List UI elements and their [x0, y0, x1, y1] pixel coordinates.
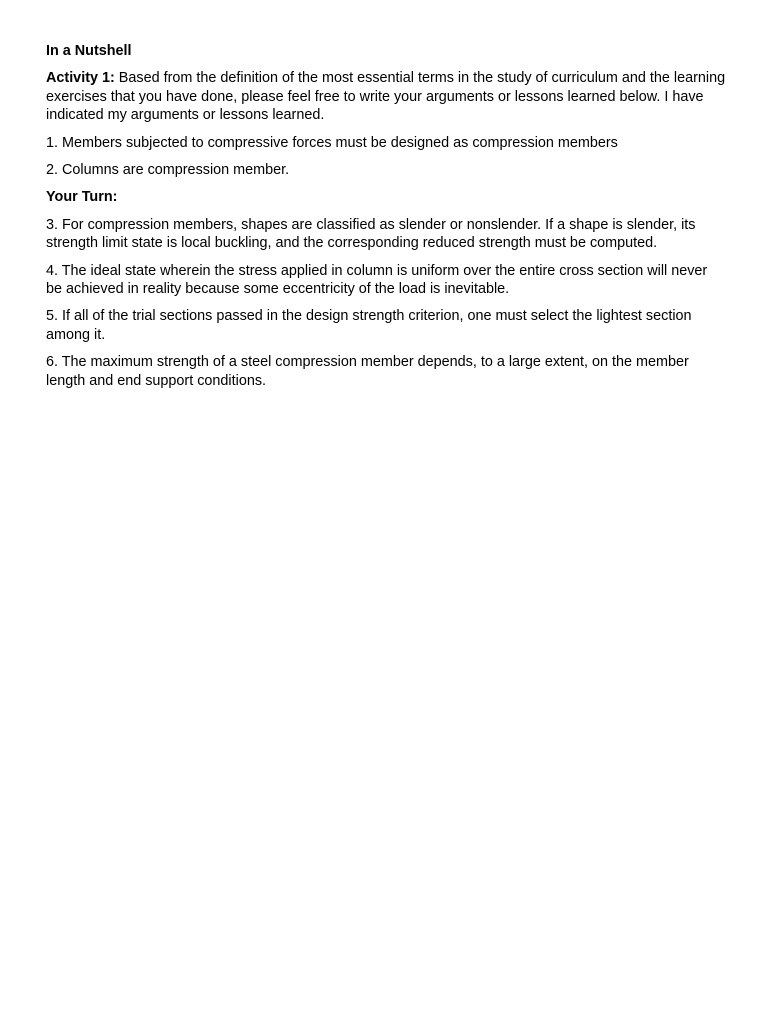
list-item-5: 5. If all of the trial sections passed in the design strength criterion, one must select the lightest section among it. — [46, 308, 692, 343]
document-page — [46, 42, 726, 399]
list-item-6: 6. The maximum strength of a steel compression member depends, to a large extent, on the member length and end support conditions. — [46, 354, 689, 389]
list-item-4: 4. The ideal state wherein the stress applied in column is uniform over the entire cross section will never be achieved in reality because some eccentricity of the load is inevitable. — [46, 262, 708, 298]
activity-label: Activity 1: — [46, 70, 115, 87]
activity-paragraph — [46, 69, 726, 124]
document-title: In a Nutshell — [46, 43, 132, 59]
list-item-1: 1. Members subjected to compressive forces must be designed as compression members — [46, 134, 618, 151]
your-turn-heading: Your Turn: — [46, 189, 118, 206]
list-item-2: 2. Columns are compression member. — [46, 162, 290, 179]
list-item-3: 3. For compression members, shapes are classified as slender or nonslender. If a shape is slender, its strength limit state is local buckling, and the corresponding reduced strength must be computed. — [46, 216, 696, 252]
activity-text: Based from the definition of the most essential terms in the study of curriculum and the learning exercises that you have done, please feel free to write your arguments or lessons learned below. I have indicated my arguments or lessons learned. — [46, 70, 726, 124]
